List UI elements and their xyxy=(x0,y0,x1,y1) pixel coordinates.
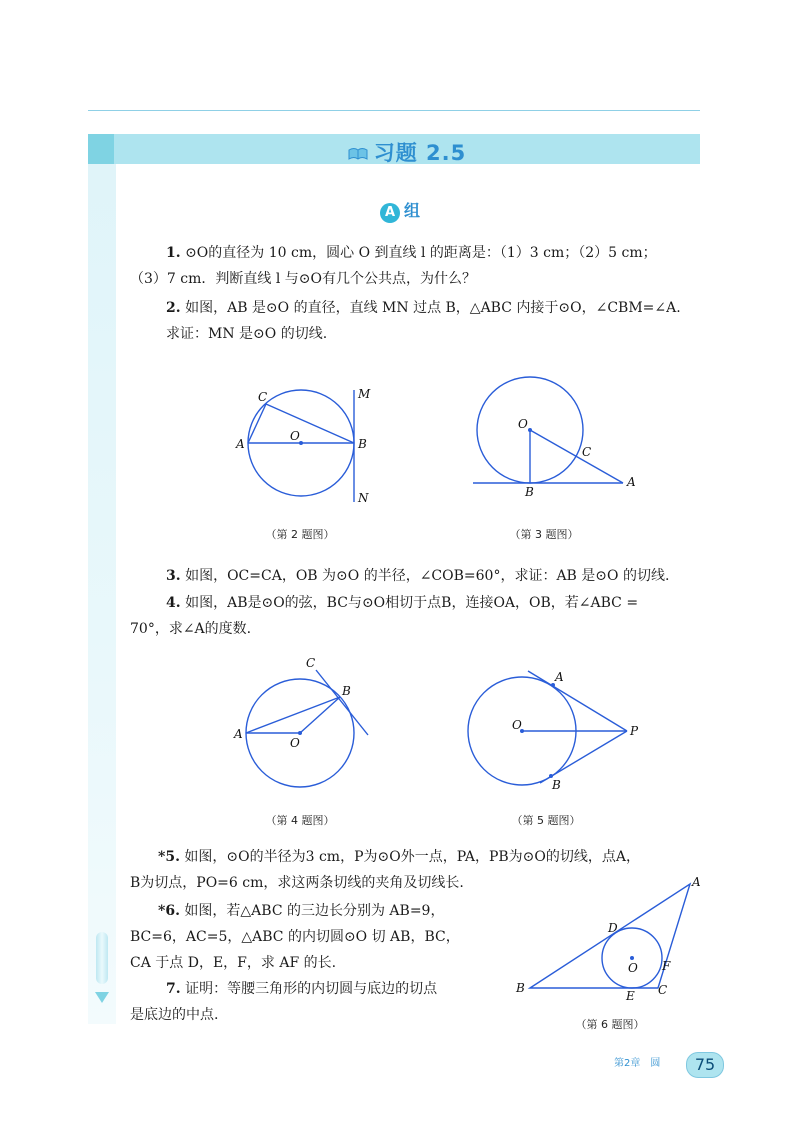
fig4-label-A: A xyxy=(234,727,243,741)
group-label: 组 xyxy=(403,201,420,220)
figure-6-caption: （第 6 题图） xyxy=(575,1018,645,1031)
figure-2 xyxy=(228,380,378,510)
problem-5-line2: B为切点，PO=6 cm，求这两条切线的夹角及切线长. xyxy=(130,875,464,891)
problem-1-number: 1. xyxy=(166,245,181,261)
group-badge: A xyxy=(380,203,400,223)
fig5-tangent-PB xyxy=(540,731,627,783)
problem-1 xyxy=(130,240,657,266)
problem-3 xyxy=(166,563,669,589)
fig4-radius-OB xyxy=(300,697,340,733)
problem-7-number: 7. xyxy=(166,981,181,997)
problem-4-line1: 如图，AB是⊙O的弦，BC与⊙O相切于点B，连接OA，OB，若∠ABC = xyxy=(185,595,639,611)
problem-3-line1: 如图，OC=CA，OB 为⊙O 的半径，∠COB=60°，求证：AB 是⊙O 的切线. xyxy=(185,568,670,584)
side-tab-block xyxy=(88,134,114,164)
problem-2-line1: 如图，AB 是⊙O 的直径，直线 MN 过点 B，△ABC 内接于⊙O，∠CBM=∠A. xyxy=(185,300,681,316)
fig2-label-C: C xyxy=(258,390,268,404)
figure-3-caption: （第 3 题图） xyxy=(509,528,579,541)
fig6-label-O: O xyxy=(628,961,638,975)
side-strip xyxy=(88,134,116,1024)
problem-5-cont xyxy=(130,870,464,896)
problem-7-line1: 证明：等腰三角形的内切圆与底边的切点 xyxy=(185,981,438,997)
problem-4-line2: 70°，求∠A的度数. xyxy=(130,621,252,637)
problem-5-number: *5. xyxy=(158,849,180,865)
problem-1-line2: （3）7 cm．判断直线 l 与⊙O有几个公共点，为什么？ xyxy=(130,271,476,287)
fig3-label-A: A xyxy=(627,475,636,489)
problem-6-cont1 xyxy=(130,924,460,950)
fig6-label-C: C xyxy=(658,983,668,997)
fig5-label-A: A xyxy=(555,670,564,684)
figure-4 xyxy=(228,655,378,795)
fig2-label-N: N xyxy=(358,491,369,505)
fig2-label-M: M xyxy=(358,387,371,401)
problem-6-cont2 xyxy=(130,950,336,976)
figure-4-caption: （第 4 题图） xyxy=(265,814,335,827)
figure-5 xyxy=(462,665,652,795)
page-number: 75 xyxy=(686,1052,724,1078)
fig6-label-A: A xyxy=(692,875,701,889)
fig4-label-B: B xyxy=(342,684,351,698)
figure-3 xyxy=(465,372,645,502)
fig6-center-point xyxy=(630,956,634,960)
problem-7-line2: 是底边的中点. xyxy=(130,1007,219,1023)
problem-4 xyxy=(166,590,638,616)
problem-5-line1: 如图，⊙O的半径为3 cm，P为⊙O外一点，PA，PB为⊙O的切线，点A， xyxy=(184,849,640,865)
fig3-label-C: C xyxy=(582,445,592,459)
fig4-center-point xyxy=(298,731,302,735)
figure-2-caption: （第 2 题图） xyxy=(265,528,335,541)
problem-2-line2: 求证：MN 是⊙O 的切线. xyxy=(166,326,328,342)
section-title-text: 习题 2.5 xyxy=(373,141,467,165)
book-icon xyxy=(348,147,368,161)
header-rule xyxy=(88,110,700,111)
problem-4-number: 4. xyxy=(166,595,181,611)
fig2-chord-CB xyxy=(266,404,354,443)
problem-1-cont xyxy=(130,266,476,292)
figure-5-caption: （第 5 题图） xyxy=(511,814,581,827)
group-heading xyxy=(0,198,800,223)
figure-6 xyxy=(508,872,708,1002)
fig5-label-O: O xyxy=(512,718,522,732)
fig6-label-B: B xyxy=(516,981,525,995)
fig4-chord-AB xyxy=(246,697,340,733)
problem-4-cont xyxy=(130,616,251,642)
fig5-tangent-PA xyxy=(528,671,627,731)
fig5-label-B: B xyxy=(552,778,561,792)
fig2-label-B: B xyxy=(358,437,367,451)
problem-2-number: 2. xyxy=(166,300,181,316)
section-title xyxy=(114,137,700,167)
fig3-segment-OA xyxy=(530,430,623,483)
chapter-label: 第2章 圆 xyxy=(614,1058,661,1069)
scroll-down-arrow-icon[interactable] xyxy=(95,992,109,1003)
problem-2-cont xyxy=(166,321,327,347)
problem-2 xyxy=(166,295,681,321)
problem-1-line1: ⊙O的直径为 10 cm，圆心 O 到直线 l 的距离是：（1）3 cm；（2）5 cm； xyxy=(185,245,657,261)
problem-6 xyxy=(158,898,444,924)
fig5-label-P: P xyxy=(630,724,639,738)
problem-5 xyxy=(158,844,640,870)
problem-7-cont xyxy=(130,1002,218,1028)
section-banner xyxy=(114,134,700,164)
fig6-label-F: F xyxy=(662,959,671,973)
scroll-handle[interactable] xyxy=(96,932,108,984)
fig3-label-B: B xyxy=(525,485,534,499)
fig2-chord-AC xyxy=(248,404,266,443)
problem-6-line2: BC=6，AC=5，△ABC 的内切圆⊙O 切 AB，BC， xyxy=(130,929,460,945)
fig2-label-O: O xyxy=(290,429,300,443)
problem-3-number: 3. xyxy=(166,568,181,584)
fig4-label-C: C xyxy=(306,656,316,670)
fig4-label-O: O xyxy=(290,736,300,750)
problem-6-line1: 如图，若△ABC 的三边长分别为 AB=9， xyxy=(184,903,445,919)
fig6-label-E: E xyxy=(626,989,635,1002)
problem-6-line3: CA 于点 D，E，F，求 AF 的长. xyxy=(130,955,337,971)
fig6-label-D: D xyxy=(608,921,618,935)
fig3-label-O: O xyxy=(518,417,528,431)
problem-6-number: *6. xyxy=(158,903,180,919)
fig3-center-point xyxy=(528,428,532,432)
problem-7 xyxy=(166,976,437,1002)
fig2-label-A: A xyxy=(236,437,245,451)
